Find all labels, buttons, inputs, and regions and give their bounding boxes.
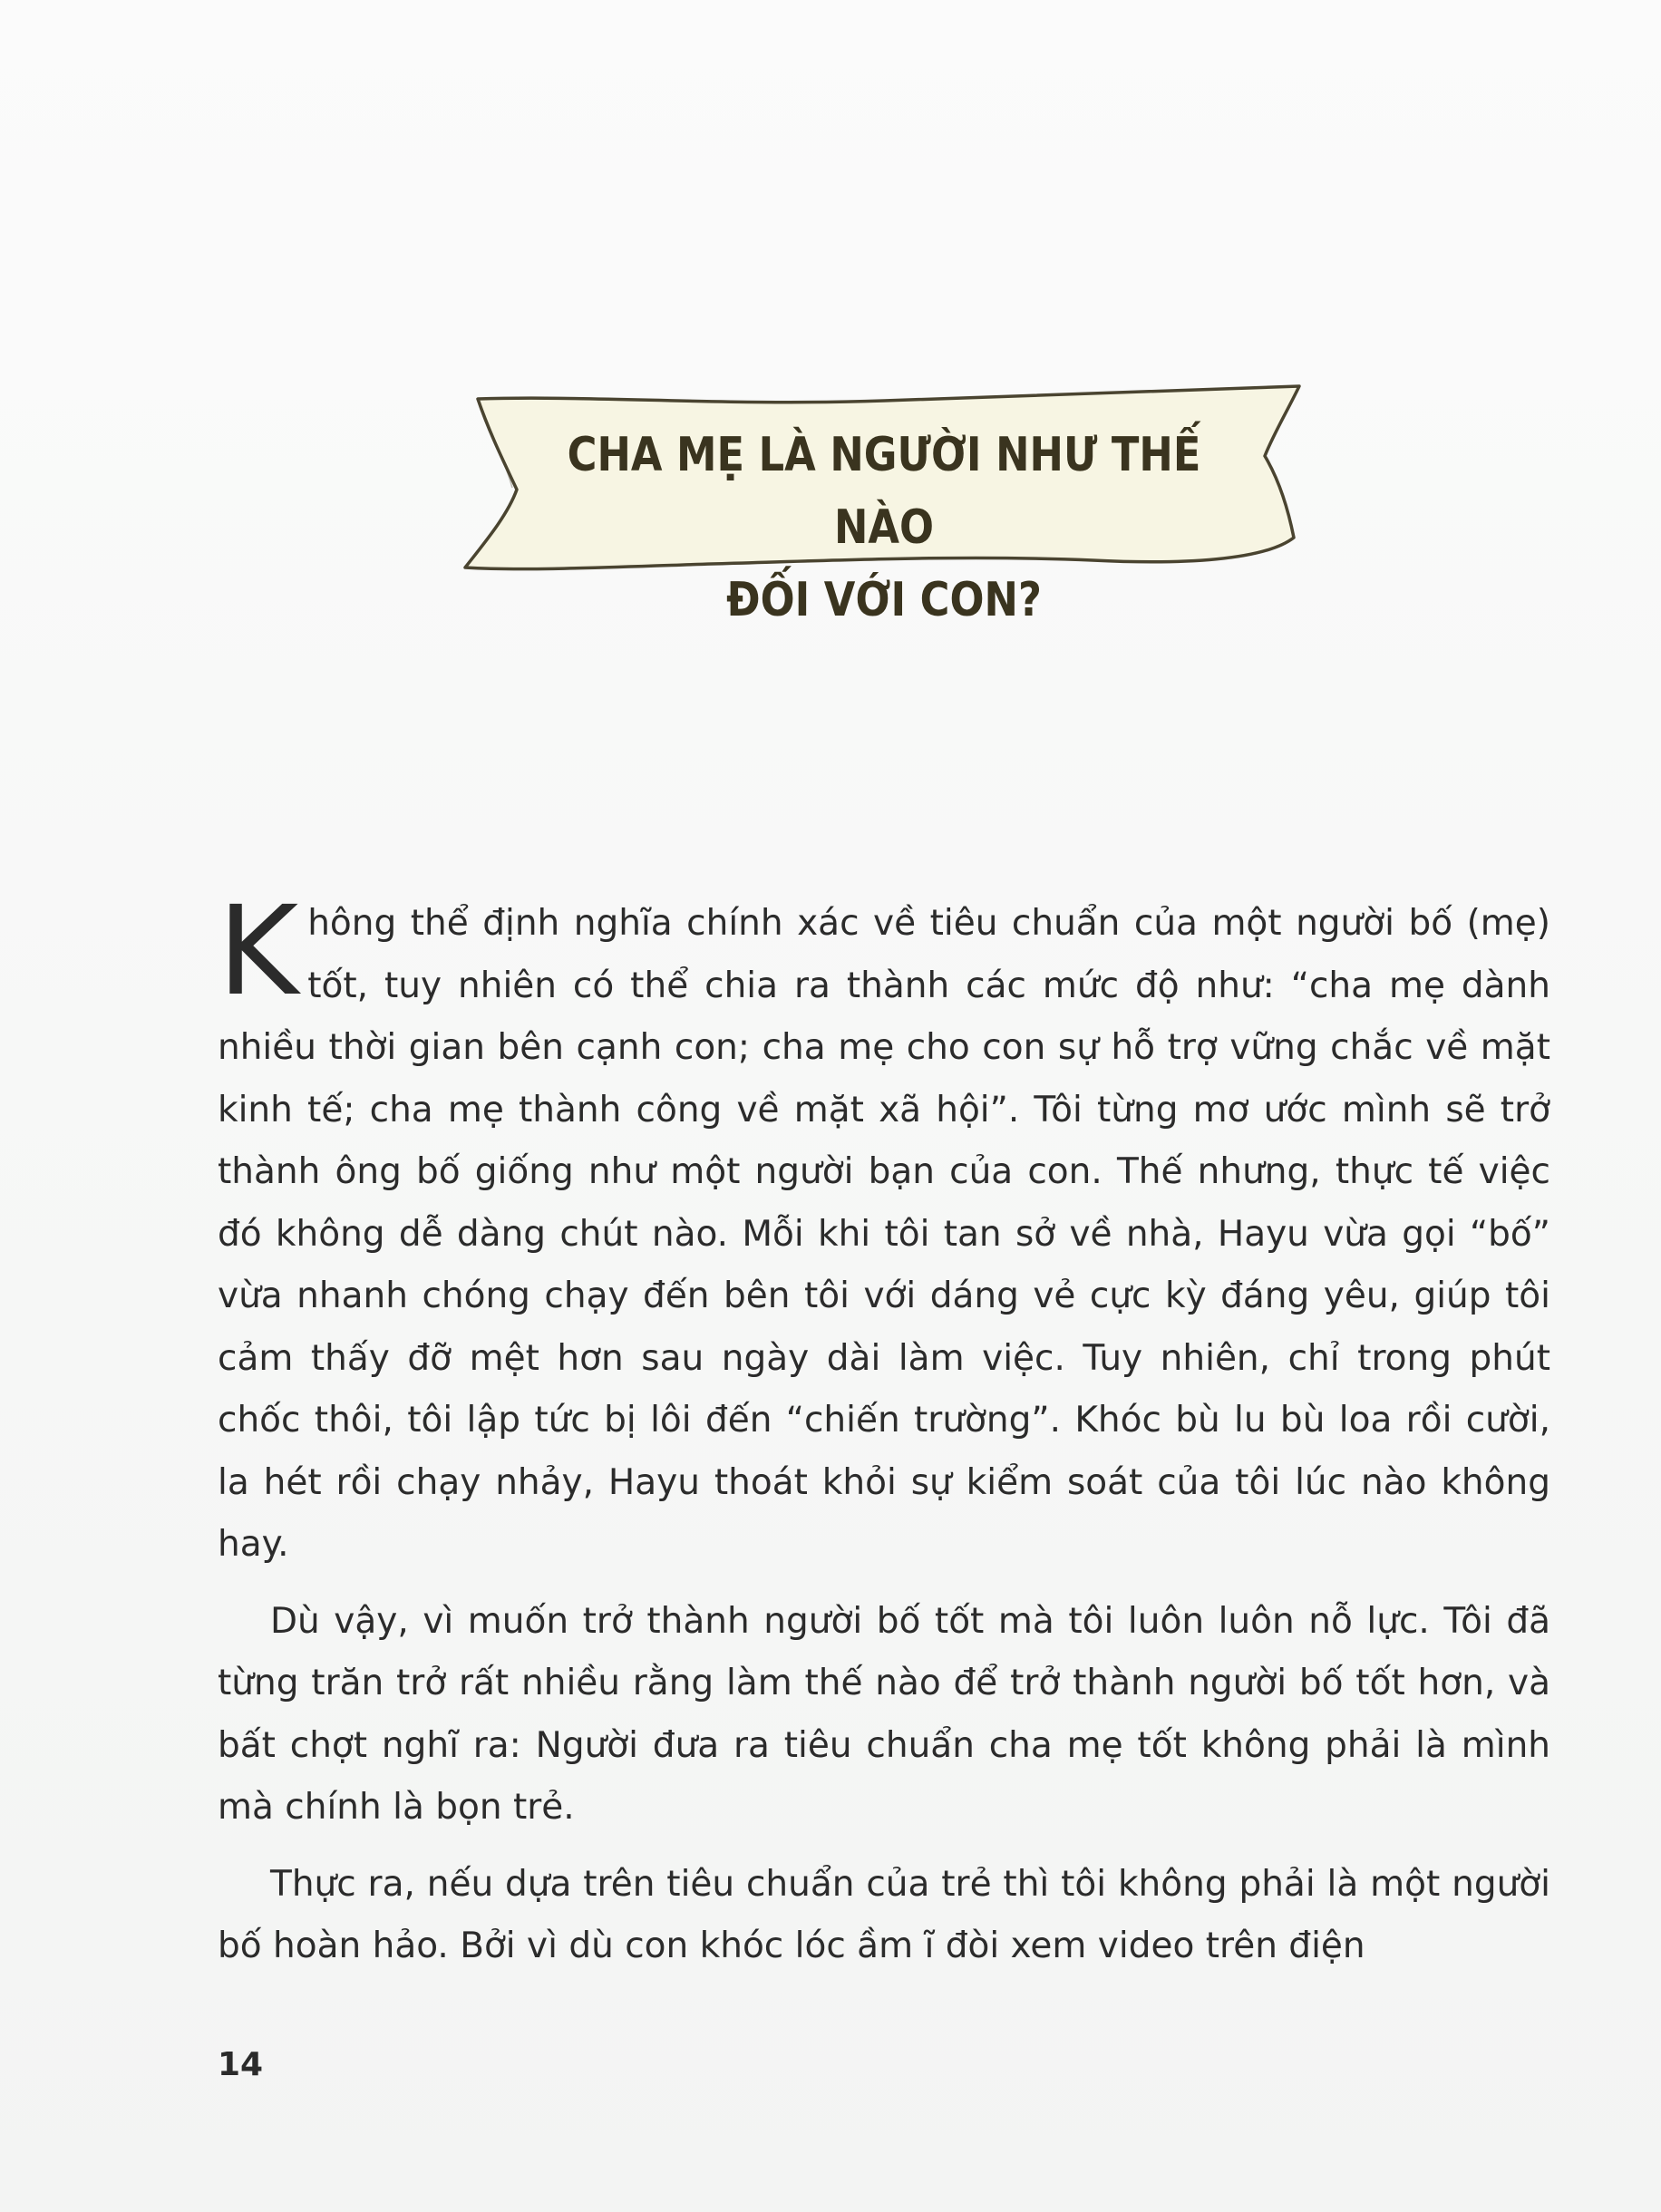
paragraph-1: [218, 880, 1550, 1577]
chapter-title-line-2: ĐỐI VỚI CON?: [726, 573, 1042, 627]
paragraph-2: Dù vậy, vì muốn trở thành người bố tốt mà tôi luôn luôn nỗ lực. Tôi đã từng trăn trở rất nhiều rằng làm thế nào để trở thành người bố tốt hơn, và bất chợt nghĩ ra: Người đưa ra tiêu chuẩn cha mẹ tốt không phải là mình mà chính là bọn trẻ.: [218, 1600, 1550, 1828]
paragraph-1-text: hông thể định nghĩa chính xác về tiêu chuẩn của một người bố (mẹ) tốt, tuy nhiên có thể chia ra thành các mức độ như: “cha mẹ dành nhiều thời gian bên cạnh con; cha mẹ cho con sự hỗ trợ vững chắc về mặt kinh tế; cha mẹ thành công về mặt xã hội”. Tôi từng mơ ước mình sẽ trở thành ông bố giống như một người bạn của con. Thế nhưng, thực tế việc đó không dễ dàng chút nào. Mỗi khi tôi tan sở về nhà, Hayu vừa gọi “bố” vừa nhanh chóng chạy đến bên tôi với dáng vẻ cực kỳ đáng yêu, giúp tôi cảm thấy đỡ mệt hơn sau ngày dài làm việc. Tuy nhiên, chỉ trong phút chốc thôi, tôi lập tức bị lôi đến “chiến trường”. Khóc bù lu bù loa rồi cười, la hét rồi chạy nhảy, Hayu thoát khỏi sự kiểm soát của tôi lúc nào không hay.: [218, 903, 1550, 1565]
title-banner: [458, 379, 1310, 627]
chapter-title: [518, 419, 1250, 636]
page-number: 14: [218, 2046, 264, 2083]
drop-cap: K: [218, 880, 299, 1024]
body-text: [218, 880, 1550, 1978]
paragraph-3: Thực ra, nếu dựa trên tiêu chuẩn của trẻ thì tôi không phải là một người bố hoàn hảo. Bởi vì dù con khóc lóc ầm ĩ đòi xem video trên điện: [218, 1863, 1550, 1966]
chapter-title-line-1: CHA MẸ LÀ NGƯỜI NHƯ THẾ NÀO: [567, 428, 1201, 555]
